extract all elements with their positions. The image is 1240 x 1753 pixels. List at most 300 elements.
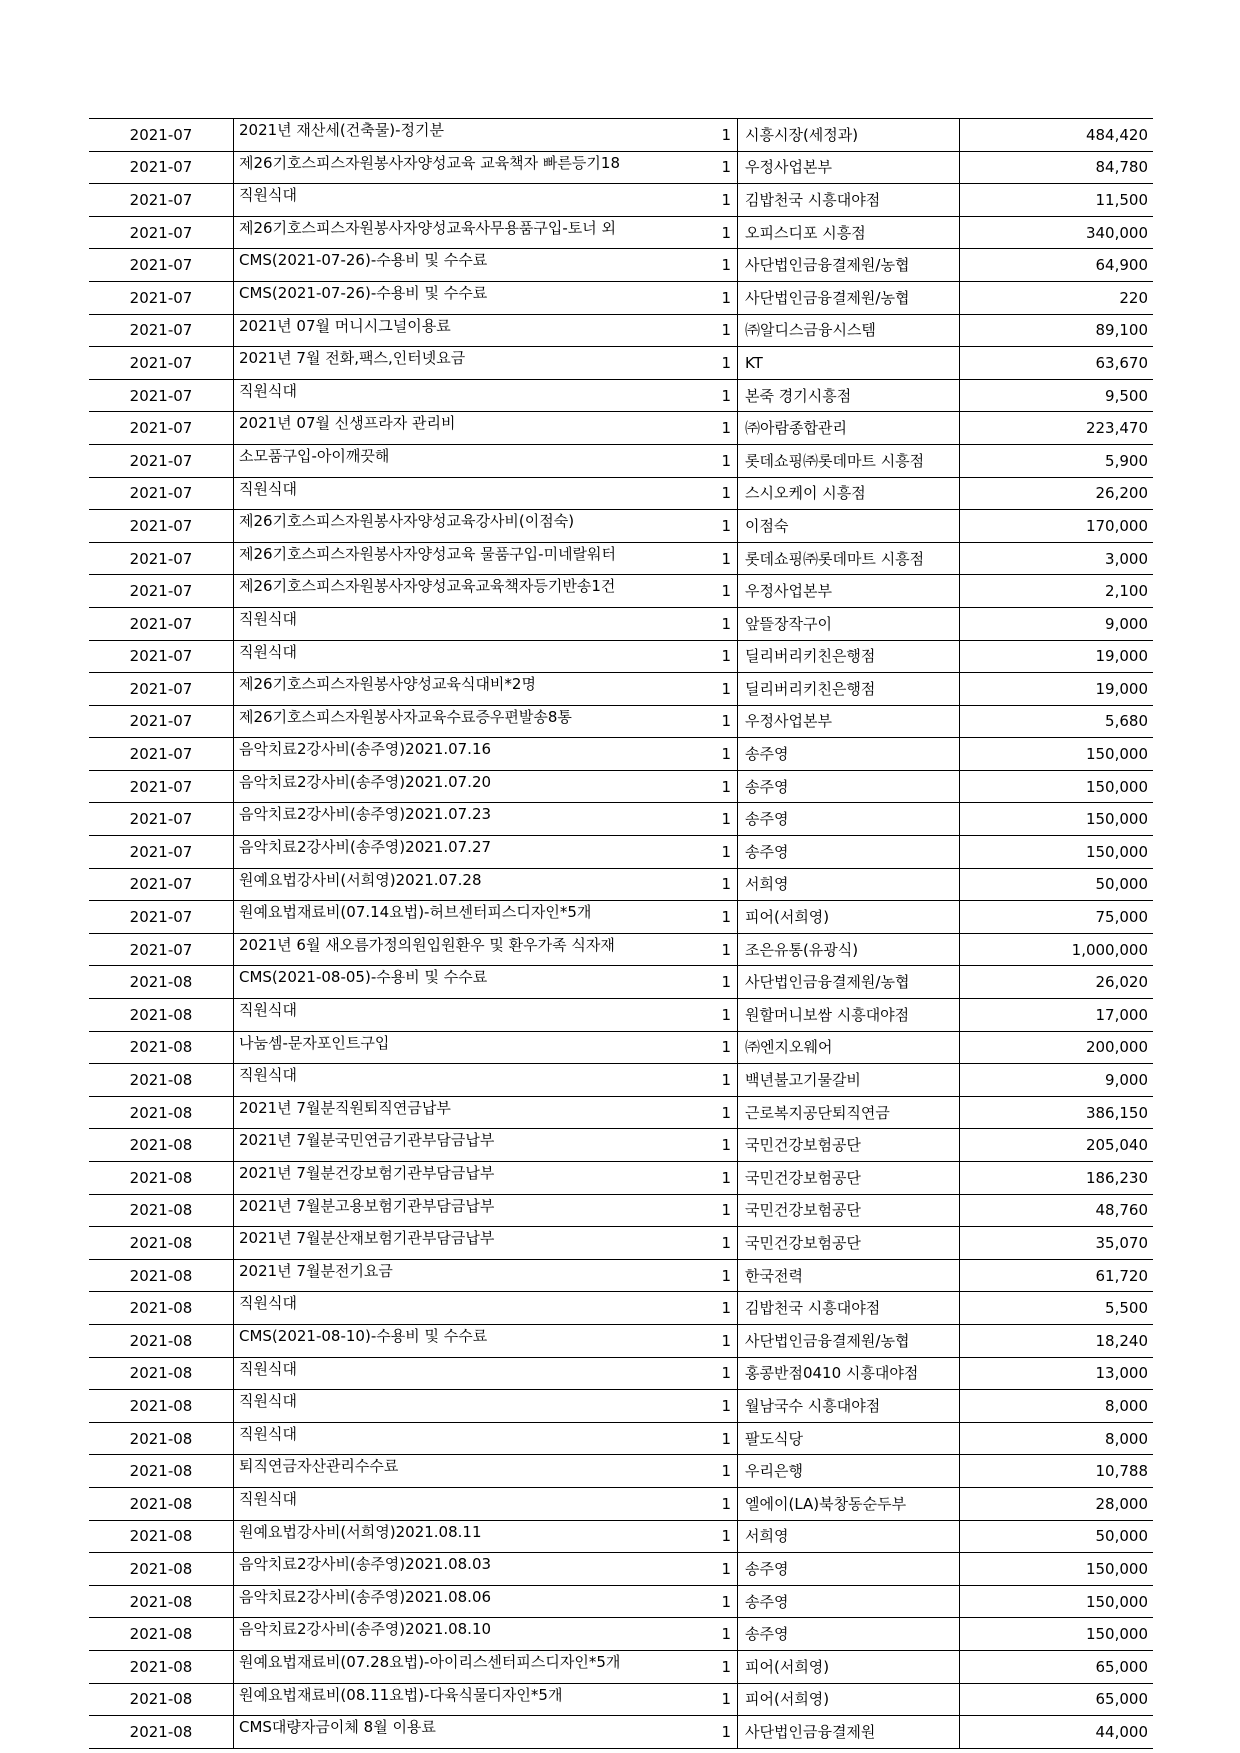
row-description: 직원식대	[234, 1487, 686, 1520]
row-vendor: 시흥시장(세정과)	[738, 119, 960, 152]
row-amount: 150,000	[960, 836, 1154, 869]
row-quantity: 1	[685, 151, 738, 184]
row-amount: 19,000	[960, 640, 1154, 673]
row-description: 제26기호스피스자원봉사자양성교육강사비(이점숙)	[234, 510, 686, 543]
row-date: 2021-08	[89, 1455, 234, 1488]
row-quantity: 1	[685, 1129, 738, 1162]
row-quantity: 1	[685, 1357, 738, 1390]
table-row	[89, 575, 1153, 608]
row-quantity: 1	[685, 1324, 738, 1357]
table-row	[89, 1487, 1153, 1520]
row-description: 2021년 7월분전기요금	[234, 1259, 686, 1292]
row-date: 2021-08	[89, 1194, 234, 1227]
row-quantity: 1	[685, 477, 738, 510]
row-quantity: 1	[685, 444, 738, 477]
row-quantity: 1	[685, 933, 738, 966]
row-quantity: 1	[685, 249, 738, 282]
row-amount: 75,000	[960, 901, 1154, 934]
row-date: 2021-07	[89, 510, 234, 543]
row-quantity: 1	[685, 836, 738, 869]
row-date: 2021-07	[89, 803, 234, 836]
row-vendor: 송주영	[738, 1553, 960, 1586]
table-row	[89, 379, 1153, 412]
row-date: 2021-07	[89, 738, 234, 771]
row-vendor: 엘에이(LA)북창동순두부	[738, 1487, 960, 1520]
row-amount: 64,900	[960, 249, 1154, 282]
row-date: 2021-08	[89, 1585, 234, 1618]
table-row	[89, 1292, 1153, 1325]
row-description: 원예요법재료비(08.11요법)-다육식물디자인*5개	[234, 1683, 686, 1716]
row-date: 2021-08	[89, 1324, 234, 1357]
row-vendor: 피어(서희영)	[738, 901, 960, 934]
row-vendor: 피어(서희영)	[738, 1683, 960, 1716]
row-quantity: 1	[685, 901, 738, 934]
row-date: 2021-08	[89, 1683, 234, 1716]
row-description: 직원식대	[234, 184, 686, 217]
row-quantity: 1	[685, 1650, 738, 1683]
row-amount: 186,230	[960, 1162, 1154, 1195]
row-date: 2021-08	[89, 1618, 234, 1651]
row-quantity: 1	[685, 1585, 738, 1618]
row-amount: 63,670	[960, 347, 1154, 380]
row-description: 음악치료2강사비(송주영)2021.07.16	[234, 738, 686, 771]
row-description: CMS대량자금이체 8월 이용료	[234, 1716, 686, 1749]
row-description: 퇴직연금자산관리수수료	[234, 1455, 686, 1488]
row-quantity: 1	[685, 803, 738, 836]
row-quantity: 1	[685, 1096, 738, 1129]
row-quantity: 1	[685, 281, 738, 314]
table-row	[89, 803, 1153, 836]
table-row	[89, 1650, 1153, 1683]
row-description: 직원식대	[234, 607, 686, 640]
row-description: 원예요법재료비(07.14요법)-허브센터피스디자인*5개	[234, 901, 686, 934]
row-date: 2021-08	[89, 1357, 234, 1390]
row-quantity: 1	[685, 1553, 738, 1586]
row-quantity: 1	[685, 966, 738, 999]
row-vendor: ㈜엔지오웨어	[738, 1031, 960, 1064]
row-vendor: 딜리버리키친은행점	[738, 673, 960, 706]
row-quantity: 1	[685, 412, 738, 445]
row-description: 직원식대	[234, 999, 686, 1032]
table-row	[89, 151, 1153, 184]
row-vendor: 피어(서희영)	[738, 1650, 960, 1683]
table-row	[89, 640, 1153, 673]
row-amount: 170,000	[960, 510, 1154, 543]
row-date: 2021-07	[89, 868, 234, 901]
row-date: 2021-08	[89, 1064, 234, 1097]
table-row	[89, 444, 1153, 477]
row-description: 2021년 7월분국민연금기관부담금납부	[234, 1129, 686, 1162]
row-quantity: 1	[685, 607, 738, 640]
row-amount: 150,000	[960, 738, 1154, 771]
row-vendor: 우리은행	[738, 1455, 960, 1488]
table-row	[89, 705, 1153, 738]
row-date: 2021-07	[89, 673, 234, 706]
row-quantity: 1	[685, 1292, 738, 1325]
row-vendor: 송주영	[738, 1618, 960, 1651]
row-description: 2021년 6월 새오름가정의원입원환우 및 환우가족 식자재	[234, 933, 686, 966]
table-row	[89, 412, 1153, 445]
row-vendor: 이점숙	[738, 510, 960, 543]
row-date: 2021-07	[89, 347, 234, 380]
row-description: 2021년 7월 전화,팩스,인터넷요금	[234, 347, 686, 380]
row-vendor: 딜리버리키친은행점	[738, 640, 960, 673]
row-date: 2021-08	[89, 1031, 234, 1064]
table-row	[89, 770, 1153, 803]
row-description: 소모품구입-아이깨끗해	[234, 444, 686, 477]
row-amount: 2,100	[960, 575, 1154, 608]
row-quantity: 1	[685, 1194, 738, 1227]
row-description: 원예요법재료비(07.28요법)-아이리스센터피스디자인*5개	[234, 1650, 686, 1683]
table-row	[89, 868, 1153, 901]
row-vendor: 사단법인금융결제원/농협	[738, 249, 960, 282]
row-date: 2021-07	[89, 314, 234, 347]
table-row	[89, 999, 1153, 1032]
row-date: 2021-07	[89, 542, 234, 575]
row-vendor: 홍콩반점0410 시흥대야점	[738, 1357, 960, 1390]
row-vendor: 백년불고기물갈비	[738, 1064, 960, 1097]
table-row	[89, 1422, 1153, 1455]
row-amount: 5,680	[960, 705, 1154, 738]
table-row	[89, 281, 1153, 314]
row-vendor: 사단법인금융결제원/농협	[738, 1324, 960, 1357]
row-description: CMS(2021-08-10)-수용비 및 수수료	[234, 1324, 686, 1357]
row-description: 직원식대	[234, 1292, 686, 1325]
row-date: 2021-07	[89, 901, 234, 934]
row-amount: 19,000	[960, 673, 1154, 706]
table-row	[89, 836, 1153, 869]
row-amount: 89,100	[960, 314, 1154, 347]
row-vendor: 송주영	[738, 803, 960, 836]
row-vendor: 김밥천국 시흥대야점	[738, 1292, 960, 1325]
row-date: 2021-07	[89, 575, 234, 608]
table-row	[89, 1357, 1153, 1390]
row-amount: 386,150	[960, 1096, 1154, 1129]
row-description: 나눔셈-문자포인트구입	[234, 1031, 686, 1064]
row-vendor: 월남국수 시흥대야점	[738, 1390, 960, 1423]
row-vendor: 국민건강보험공단	[738, 1162, 960, 1195]
row-date: 2021-08	[89, 1227, 234, 1260]
row-vendor: 우정사업본부	[738, 575, 960, 608]
row-quantity: 1	[685, 999, 738, 1032]
table-row	[89, 607, 1153, 640]
table-row	[89, 477, 1153, 510]
row-vendor: 송주영	[738, 1585, 960, 1618]
expense-ledger-table	[89, 118, 1153, 1749]
row-date: 2021-07	[89, 249, 234, 282]
row-description: 제26기호스피스자원봉사양성교육식대비*2명	[234, 673, 686, 706]
row-date: 2021-07	[89, 216, 234, 249]
table-row	[89, 966, 1153, 999]
row-amount: 3,000	[960, 542, 1154, 575]
row-vendor: 국민건강보험공단	[738, 1227, 960, 1260]
row-amount: 9,500	[960, 379, 1154, 412]
table-row	[89, 1194, 1153, 1227]
row-date: 2021-08	[89, 1096, 234, 1129]
row-vendor: 팔도식당	[738, 1422, 960, 1455]
row-description: 직원식대	[234, 379, 686, 412]
row-quantity: 1	[685, 1031, 738, 1064]
row-quantity: 1	[685, 673, 738, 706]
row-amount: 84,780	[960, 151, 1154, 184]
row-quantity: 1	[685, 1227, 738, 1260]
row-description: 제26기호스피스자원봉사자양성교육 물품구입-미네랄워터	[234, 542, 686, 575]
row-amount: 13,000	[960, 1357, 1154, 1390]
row-quantity: 1	[685, 1162, 738, 1195]
row-date: 2021-07	[89, 379, 234, 412]
row-amount: 150,000	[960, 1585, 1154, 1618]
row-quantity: 1	[685, 1487, 738, 1520]
row-description: 원예요법강사비(서희영)2021.07.28	[234, 868, 686, 901]
table-row	[89, 1064, 1153, 1097]
table-row	[89, 901, 1153, 934]
table-row	[89, 1553, 1153, 1586]
row-description: 직원식대	[234, 477, 686, 510]
row-description: 제26기호스피스자원봉사자양성교육사무용품구입-토너 외	[234, 216, 686, 249]
row-description: 음악치료2강사비(송주영)2021.08.03	[234, 1553, 686, 1586]
table-row	[89, 542, 1153, 575]
row-vendor: 사단법인금융결제원	[738, 1716, 960, 1749]
row-vendor: 사단법인금융결제원/농협	[738, 281, 960, 314]
row-amount: 150,000	[960, 1618, 1154, 1651]
row-date: 2021-07	[89, 770, 234, 803]
row-vendor: 국민건강보험공단	[738, 1194, 960, 1227]
row-vendor: 우정사업본부	[738, 151, 960, 184]
row-date: 2021-07	[89, 444, 234, 477]
row-description: CMS(2021-08-05)-수용비 및 수수료	[234, 966, 686, 999]
row-description: 2021년 7월분건강보험기관부담금납부	[234, 1162, 686, 1195]
table-row	[89, 1259, 1153, 1292]
row-date: 2021-07	[89, 640, 234, 673]
table-row	[89, 347, 1153, 380]
row-quantity: 1	[685, 1716, 738, 1749]
row-date: 2021-08	[89, 1390, 234, 1423]
row-description: 직원식대	[234, 1357, 686, 1390]
table-row	[89, 249, 1153, 282]
row-amount: 340,000	[960, 216, 1154, 249]
row-amount: 150,000	[960, 770, 1154, 803]
row-vendor: 송주영	[738, 738, 960, 771]
row-amount: 35,070	[960, 1227, 1154, 1260]
row-quantity: 1	[685, 575, 738, 608]
row-date: 2021-08	[89, 999, 234, 1032]
row-description: 2021년 7월분산재보험기관부담금납부	[234, 1227, 686, 1260]
row-amount: 5,900	[960, 444, 1154, 477]
row-description: 음악치료2강사비(송주영)2021.07.27	[234, 836, 686, 869]
row-amount: 8,000	[960, 1422, 1154, 1455]
table-row	[89, 1390, 1153, 1423]
table-row	[89, 1096, 1153, 1129]
row-description: CMS(2021-07-26)-수용비 및 수수료	[234, 249, 686, 282]
row-vendor: KT	[738, 347, 960, 380]
row-amount: 48,760	[960, 1194, 1154, 1227]
row-description: 제26기호스피스자원봉사자양성교육교육책자등기반송1건	[234, 575, 686, 608]
row-quantity: 1	[685, 1520, 738, 1553]
row-quantity: 1	[685, 119, 738, 152]
table-row	[89, 184, 1153, 217]
row-amount: 223,470	[960, 412, 1154, 445]
table-row	[89, 738, 1153, 771]
row-vendor: 롯데쇼핑㈜롯데마트 시흥점	[738, 444, 960, 477]
row-amount: 17,000	[960, 999, 1154, 1032]
row-date: 2021-07	[89, 412, 234, 445]
row-description: CMS(2021-07-26)-수용비 및 수수료	[234, 281, 686, 314]
table-row	[89, 1585, 1153, 1618]
table-row	[89, 1618, 1153, 1651]
row-vendor: ㈜아람종합관리	[738, 412, 960, 445]
row-amount: 484,420	[960, 119, 1154, 152]
table-row	[89, 216, 1153, 249]
row-quantity: 1	[685, 640, 738, 673]
table-row	[89, 510, 1153, 543]
row-quantity: 1	[685, 868, 738, 901]
row-amount: 220	[960, 281, 1154, 314]
row-description: 2021년 재산세(건축물)-정기분	[234, 119, 686, 152]
row-description: 직원식대	[234, 1422, 686, 1455]
ledger-body	[89, 119, 1153, 1749]
row-description: 2021년 7월분직원퇴직연금납부	[234, 1096, 686, 1129]
row-description: 직원식대	[234, 1390, 686, 1423]
row-amount: 50,000	[960, 1520, 1154, 1553]
table-row	[89, 1129, 1153, 1162]
row-amount: 61,720	[960, 1259, 1154, 1292]
row-amount: 10,788	[960, 1455, 1154, 1488]
row-vendor: 송주영	[738, 770, 960, 803]
row-vendor: 근로복지공단퇴직연금	[738, 1096, 960, 1129]
row-date: 2021-07	[89, 477, 234, 510]
row-quantity: 1	[685, 1455, 738, 1488]
row-description: 음악치료2강사비(송주영)2021.08.10	[234, 1618, 686, 1651]
row-vendor: 앞뜰장작구이	[738, 607, 960, 640]
table-row	[89, 1716, 1153, 1749]
row-amount: 26,200	[960, 477, 1154, 510]
row-vendor: 조은유통(유광식)	[738, 933, 960, 966]
row-description: 제26기호스피스자원봉사자교육수료증우편발송8통	[234, 705, 686, 738]
row-date: 2021-07	[89, 705, 234, 738]
row-quantity: 1	[685, 1064, 738, 1097]
row-amount: 65,000	[960, 1650, 1154, 1683]
row-amount: 18,240	[960, 1324, 1154, 1357]
row-quantity: 1	[685, 510, 738, 543]
row-amount: 26,020	[960, 966, 1154, 999]
row-amount: 9,000	[960, 607, 1154, 640]
row-date: 2021-08	[89, 1487, 234, 1520]
row-vendor: 한국전력	[738, 1259, 960, 1292]
row-amount: 150,000	[960, 803, 1154, 836]
row-description: 음악치료2강사비(송주영)2021.07.23	[234, 803, 686, 836]
row-amount: 150,000	[960, 1553, 1154, 1586]
row-vendor: 사단법인금융결제원/농협	[738, 966, 960, 999]
row-vendor: 우정사업본부	[738, 705, 960, 738]
row-date: 2021-08	[89, 1259, 234, 1292]
row-quantity: 1	[685, 1259, 738, 1292]
row-description: 제26기호스피스자원봉사자양성교육 교육책자 빠른등기18	[234, 151, 686, 184]
row-amount: 1,000,000	[960, 933, 1154, 966]
row-date: 2021-07	[89, 933, 234, 966]
row-quantity: 1	[685, 1683, 738, 1716]
row-amount: 9,000	[960, 1064, 1154, 1097]
row-date: 2021-07	[89, 119, 234, 152]
row-date: 2021-07	[89, 607, 234, 640]
row-quantity: 1	[685, 738, 738, 771]
row-description: 2021년 7월분고용보험기관부담금납부	[234, 1194, 686, 1227]
row-vendor: ㈜알디스금융시스템	[738, 314, 960, 347]
row-description: 음악치료2강사비(송주영)2021.08.06	[234, 1585, 686, 1618]
row-amount: 200,000	[960, 1031, 1154, 1064]
row-quantity: 1	[685, 770, 738, 803]
table-row	[89, 933, 1153, 966]
row-date: 2021-08	[89, 1520, 234, 1553]
row-amount: 28,000	[960, 1487, 1154, 1520]
row-quantity: 1	[685, 542, 738, 575]
row-date: 2021-07	[89, 836, 234, 869]
row-date: 2021-07	[89, 184, 234, 217]
row-amount: 8,000	[960, 1390, 1154, 1423]
row-description: 원예요법강사비(서희영)2021.08.11	[234, 1520, 686, 1553]
table-row	[89, 1324, 1153, 1357]
row-date: 2021-07	[89, 151, 234, 184]
row-quantity: 1	[685, 1618, 738, 1651]
row-quantity: 1	[685, 705, 738, 738]
row-amount: 5,500	[960, 1292, 1154, 1325]
row-description: 2021년 07월 머니시그널이용료	[234, 314, 686, 347]
row-date: 2021-08	[89, 1292, 234, 1325]
row-vendor: 국민건강보험공단	[738, 1129, 960, 1162]
table-row	[89, 1683, 1153, 1716]
table-row	[89, 1227, 1153, 1260]
row-quantity: 1	[685, 1422, 738, 1455]
row-quantity: 1	[685, 347, 738, 380]
row-description: 2021년 07월 신생프라자 관리비	[234, 412, 686, 445]
row-date: 2021-08	[89, 1129, 234, 1162]
row-vendor: 송주영	[738, 836, 960, 869]
row-quantity: 1	[685, 184, 738, 217]
row-date: 2021-08	[89, 1650, 234, 1683]
table-row	[89, 1520, 1153, 1553]
row-description: 직원식대	[234, 640, 686, 673]
row-amount: 11,500	[960, 184, 1154, 217]
row-vendor: 김밥천국 시흥대야점	[738, 184, 960, 217]
row-quantity: 1	[685, 379, 738, 412]
row-amount: 50,000	[960, 868, 1154, 901]
row-quantity: 1	[685, 1390, 738, 1423]
table-row	[89, 1031, 1153, 1064]
row-quantity: 1	[685, 216, 738, 249]
table-row	[89, 673, 1153, 706]
table-row	[89, 1455, 1153, 1488]
row-amount: 205,040	[960, 1129, 1154, 1162]
row-vendor: 스시오케이 시흥점	[738, 477, 960, 510]
row-vendor: 서희영	[738, 1520, 960, 1553]
table-row	[89, 314, 1153, 347]
row-quantity: 1	[685, 314, 738, 347]
table-row	[89, 119, 1153, 152]
table-row	[89, 1162, 1153, 1195]
row-date: 2021-08	[89, 966, 234, 999]
row-amount: 44,000	[960, 1716, 1154, 1749]
row-date: 2021-08	[89, 1422, 234, 1455]
row-date: 2021-08	[89, 1716, 234, 1749]
row-date: 2021-07	[89, 281, 234, 314]
row-date: 2021-08	[89, 1553, 234, 1586]
row-vendor: 오피스디포 시흥점	[738, 216, 960, 249]
row-vendor: 서희영	[738, 868, 960, 901]
row-vendor: 롯데쇼핑㈜롯데마트 시흥점	[738, 542, 960, 575]
row-vendor: 원할머니보쌈 시흥대야점	[738, 999, 960, 1032]
row-description: 직원식대	[234, 1064, 686, 1097]
row-vendor: 본죽 경기시흥점	[738, 379, 960, 412]
row-description: 음악치료2강사비(송주영)2021.07.20	[234, 770, 686, 803]
